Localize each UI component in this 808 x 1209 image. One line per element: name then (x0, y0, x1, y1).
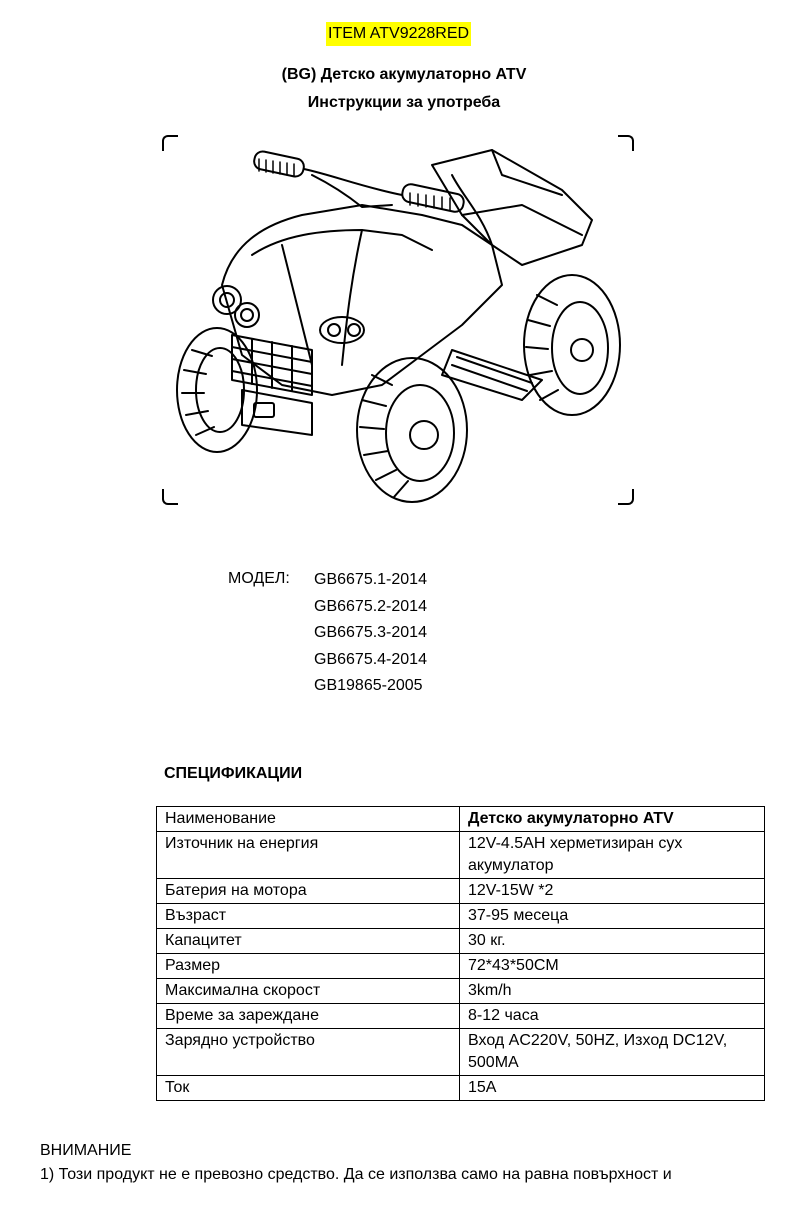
table-row (157, 904, 765, 929)
spec-name: Време за зареждане (157, 1004, 460, 1029)
table-row (157, 879, 765, 904)
spec-value: 12V-15W *2 (460, 879, 765, 904)
spec-value: Детско акумулаторно ATV (460, 807, 765, 832)
spec-value: 8-12 часа (460, 1004, 765, 1029)
spec-name: Източник на енергия (157, 832, 460, 879)
table-row (157, 1004, 765, 1029)
spec-name: Ток (157, 1076, 460, 1101)
warning-text: 1) Този продукт не е превозно средство. Да се използва само на равна повърхност и (40, 1166, 672, 1183)
spec-name: Максимална скорост (157, 979, 460, 1004)
standard-item: GB6675.4-2014 (314, 650, 427, 668)
spec-value: 12V-4.5AH херметизиран сух акумулатор (460, 832, 765, 879)
document-title: (BG) Детско акумулаторно ATV (281, 66, 527, 83)
table-row (157, 1029, 765, 1076)
spec-value: Вход AC220V, 50HZ, Изход DC12V, 500MA (460, 1029, 765, 1076)
table-row (157, 954, 765, 979)
spec-name: Капацитет (157, 929, 460, 954)
standard-item: GB6675.1-2014 (314, 571, 427, 588)
standard-item: GB19865-2005 (314, 677, 423, 694)
table-row (157, 929, 765, 954)
table-row (157, 832, 765, 879)
spec-name: Възраст (157, 904, 460, 929)
table-row (157, 979, 765, 1004)
spec-value: 15A (460, 1076, 765, 1101)
model-label: МОДЕЛ: (228, 570, 290, 587)
item-code: ITEM ATV9228RED (326, 22, 471, 46)
spec-name: Размер (157, 954, 460, 979)
spec-value: 37-95 месеца (460, 904, 765, 929)
spec-name: Зарядно устройство (157, 1029, 460, 1076)
specs-heading: СПЕЦИФИКАЦИИ (164, 765, 303, 782)
table-row (157, 807, 765, 832)
specs-table (156, 806, 765, 1101)
warning-title: ВНИМАНИЕ (40, 1142, 132, 1159)
spec-name: Наименование (157, 807, 460, 832)
atv-illustration-icon (162, 135, 634, 505)
document-subtitle: Инструкции за употреба (307, 94, 501, 111)
standards-list (314, 570, 427, 703)
table-row (157, 1076, 765, 1101)
standard-item: GB6675.2-2014 (314, 597, 427, 615)
product-figure (162, 135, 634, 505)
spec-value: 72*43*50CM (460, 954, 765, 979)
spec-value: 3km/h (460, 979, 765, 1004)
spec-value: 30 кг. (460, 929, 765, 954)
standard-item: GB6675.3-2014 (314, 624, 427, 641)
spec-name: Батерия на мотора (157, 879, 460, 904)
